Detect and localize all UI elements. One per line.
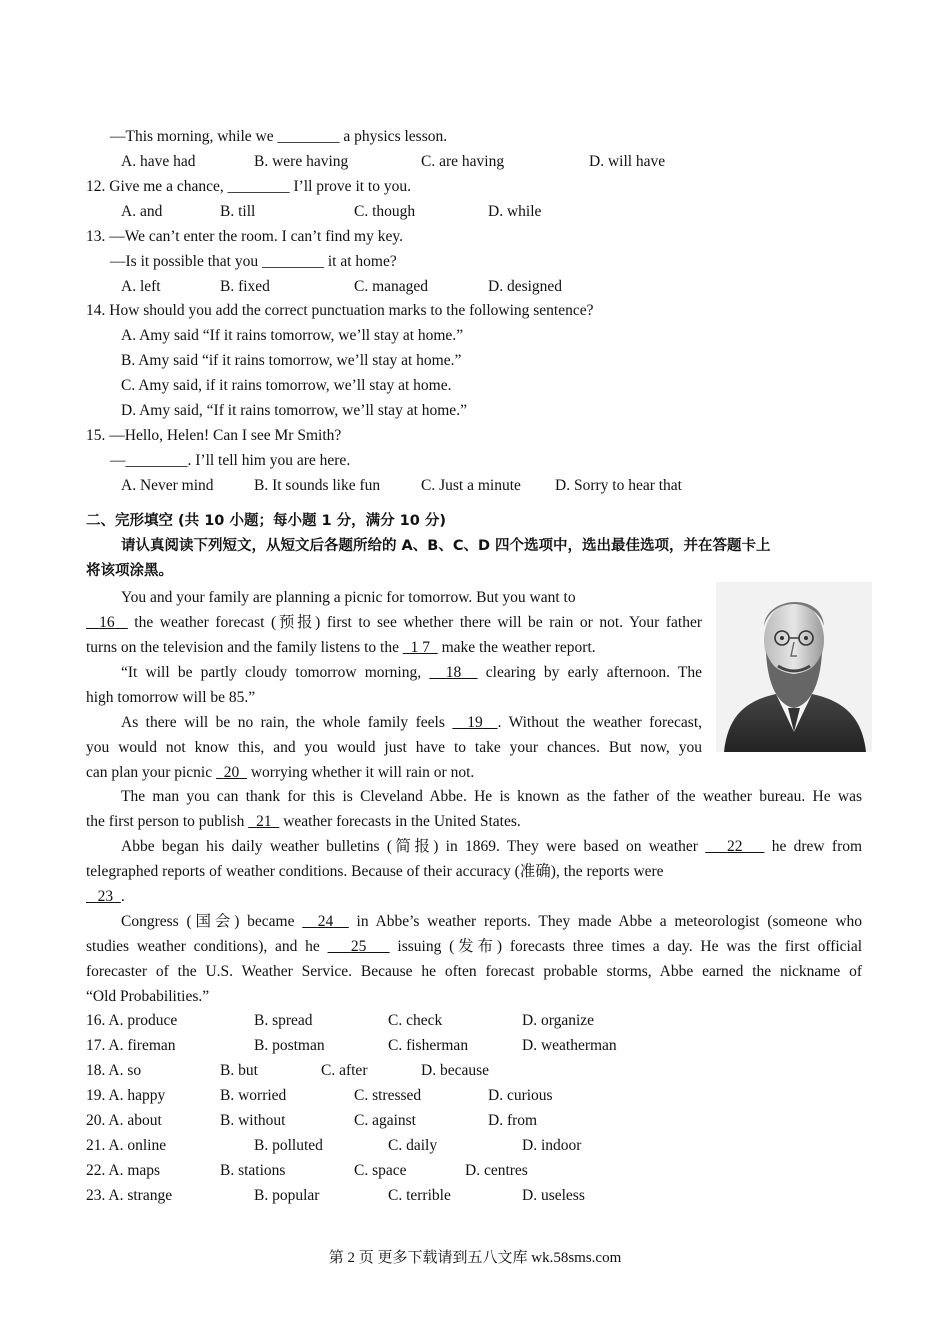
q14-stem: 14. How should you add the correct punctuation marks to the following sentence?: [86, 302, 594, 319]
option-text: 20. A. about: [86, 1112, 162, 1129]
option-text: 16. A. produce: [86, 1012, 178, 1029]
passage-line: 16 the weather forecast (预报) first to see whether there will be rain or not. Your father: [86, 610, 702, 635]
q13-stem: 13. —We can’t enter the room. I can’t find my key.: [86, 228, 403, 245]
passage-paragraph-1: [86, 585, 702, 660]
passage-line: Abbe began his daily weather bulletins (简报) in 1869. They were based on weather 22 he drew from: [121, 838, 863, 855]
q12-option-c: C. though: [354, 203, 416, 220]
option-text: 22. A. maps: [86, 1162, 161, 1179]
q12-option-a: A. and: [121, 203, 163, 220]
option-text: D. organize: [522, 1012, 595, 1029]
cleveland-abbe-portrait: [716, 582, 872, 752]
passage-line: turns on the television and the family listens to the 1 7 make the weather report.: [86, 639, 596, 656]
q12-stem: 12. Give me a chance, ________ I’ll prove it to you.: [86, 178, 411, 195]
option-text: B. polluted: [254, 1137, 323, 1154]
option-row-22: [86, 1158, 786, 1183]
option-text: C. daily: [388, 1137, 438, 1154]
option-row-17: [86, 1033, 786, 1058]
q15-option-c: C. Just a minute: [421, 477, 521, 494]
blank-16: 16: [99, 614, 115, 631]
q12-options: [121, 199, 821, 224]
option-text: 19. A. happy: [86, 1087, 166, 1104]
section-instruction-1: 请认真阅读下列短文，从短文后各题所给的 A、B、C、D 四个选项中，选出最佳选项，并在答题卡上: [121, 538, 771, 554]
option-text: D. indoor: [522, 1137, 582, 1154]
q15-option-b: B. It sounds like fun: [254, 477, 381, 494]
blank-19: 19: [467, 714, 483, 731]
option-text: D. useless: [522, 1187, 585, 1204]
option-text: C. stressed: [354, 1087, 422, 1104]
passage-line: can plan your picnic 20 worrying whether it will rain or not.: [86, 764, 475, 781]
page-footer: 第 2 页 更多下载请到五八文库 wk.58sms.com: [328, 1250, 622, 1266]
passage-line: studies weather conditions), and he 25 issuing (发布) forecasts three times a day. He was the first official: [86, 938, 863, 955]
passage-line: As there will be no rain, the whole family feels 19 . Without the weather forecast,: [121, 714, 703, 731]
option-text: 23. A. strange: [86, 1187, 173, 1204]
option-text: 17. A. fireman: [86, 1037, 176, 1054]
passage-paragraph-5: [86, 834, 862, 909]
blank-18: 18: [445, 664, 462, 681]
option-row-19: [86, 1083, 786, 1108]
blank-23: 23: [97, 888, 114, 905]
option-text: B. but: [220, 1062, 258, 1079]
q11-options: [121, 149, 821, 174]
passage-line: the first person to publish 21 weather forecasts in the United States.: [86, 813, 521, 830]
passage-paragraph-3: [86, 710, 702, 785]
option-text: D. because: [421, 1062, 489, 1079]
passage-line: telegraphed reports of weather conditions. Because of their accuracy (准确), the reports were: [86, 863, 664, 880]
q14-option-a: A. Amy said “If it rains tomorrow, we’ll stay at home.”: [121, 327, 464, 344]
q14-option-d: D. Amy said, “If it rains tomorrow, we’ll stay at home.”: [121, 402, 467, 419]
passage-line: “Old Probabilities.”: [86, 988, 210, 1005]
option-text: B. popular: [254, 1187, 320, 1204]
option-text: B. without: [220, 1112, 286, 1129]
option-text: D. centres: [465, 1162, 528, 1179]
passage-paragraph-6: [86, 909, 862, 1009]
q15-stem: 15. —Hello, Helen! Can I see Mr Smith?: [86, 427, 342, 444]
passage-paragraph-2: [86, 660, 702, 710]
option-text: D. weatherman: [522, 1037, 617, 1054]
q13-option-a: A. left: [121, 278, 161, 295]
passage-paragraph-4: [86, 784, 862, 834]
blank-22: 22: [727, 838, 743, 855]
blank-25: 25: [350, 938, 367, 955]
blank-17: 1 7: [410, 639, 430, 656]
option-text: C. fisherman: [388, 1037, 469, 1054]
q12-option-d: D. while: [488, 203, 542, 220]
q15-options: [121, 473, 841, 498]
q11-option-a: A. have had: [121, 153, 196, 170]
option-text: C. space: [354, 1162, 407, 1179]
option-text: B. spread: [254, 1012, 313, 1029]
option-row-21: [86, 1133, 786, 1158]
q15-option-a: A. Never mind: [121, 477, 214, 494]
option-row-18: [86, 1058, 786, 1083]
q11-option-c: C. are having: [421, 153, 505, 170]
option-text: C. terrible: [388, 1187, 451, 1204]
passage-line: you would not know this, and you would just have to take your chances. But now, you: [86, 739, 702, 756]
option-text: 21. A. online: [86, 1137, 167, 1154]
passage-line: “It will be partly cloudy tomorrow morning, 18 clearing by early afternoon. The: [121, 664, 703, 681]
option-text: C. against: [354, 1112, 416, 1129]
q12-option-b: B. till: [220, 203, 256, 220]
q13-options: [121, 274, 821, 299]
blank-24: 24: [317, 913, 334, 930]
q13-option-b: B. fixed: [220, 278, 270, 295]
q15-line2: —________. I’ll tell him you are here.: [110, 452, 351, 469]
section-instruction-2: 将该项涂黑。: [86, 563, 173, 579]
q13-option-d: D. designed: [488, 278, 563, 295]
q11-option-b: B. were having: [254, 153, 349, 170]
option-row-23: [86, 1183, 786, 1208]
option-text: B. stations: [220, 1162, 286, 1179]
option-text: D. from: [488, 1112, 538, 1129]
passage-line: 23 .: [86, 884, 862, 909]
option-text: 18. A. so: [86, 1062, 142, 1079]
q11-option-d: D. will have: [589, 153, 666, 170]
option-text: C. after: [321, 1062, 368, 1079]
blank-20: 20: [223, 764, 240, 781]
q14-option-c: C. Amy said, if it rains tomorrow, we’ll stay at home.: [121, 377, 452, 394]
q11-answer-line: —This morning, while we ________ a physics lesson.: [110, 128, 448, 145]
q14-option-b: B. Amy said “if it rains tomorrow, we’ll stay at home.”: [121, 352, 462, 369]
passage-line: The man you can thank for this is Cleveland Abbe. He is known as the father of the weather bureau. He was: [121, 788, 862, 805]
blank-21: 21: [256, 813, 272, 830]
q13-option-c: C. managed: [354, 278, 429, 295]
q13-line2: —Is it possible that you ________ it at home?: [110, 253, 397, 270]
section-title: 二、完形填空 (共 10 小题；每小题 1 分，满分 10 分): [86, 513, 447, 529]
option-text: D. curious: [488, 1087, 553, 1104]
option-text: C. check: [388, 1012, 443, 1029]
option-text: B. postman: [254, 1037, 325, 1054]
option-row-20: [86, 1108, 786, 1133]
passage-line: Congress (国会) became 24 in Abbe’s weather reports. They made Abbe a meteorologist (someone who: [121, 913, 863, 930]
passage-line: You and your family are planning a picnic for tomorrow. But you want to: [121, 589, 576, 606]
q15-option-d: D. Sorry to hear that: [555, 477, 682, 494]
option-row-16: [86, 1008, 786, 1033]
option-text: B. worried: [220, 1087, 287, 1104]
passage-line: forecaster of the U.S. Weather Service. Because he often forecast probable storms, Abbe earned the nickname of: [86, 963, 862, 980]
passage-line: high tomorrow will be 85.”: [86, 689, 256, 706]
